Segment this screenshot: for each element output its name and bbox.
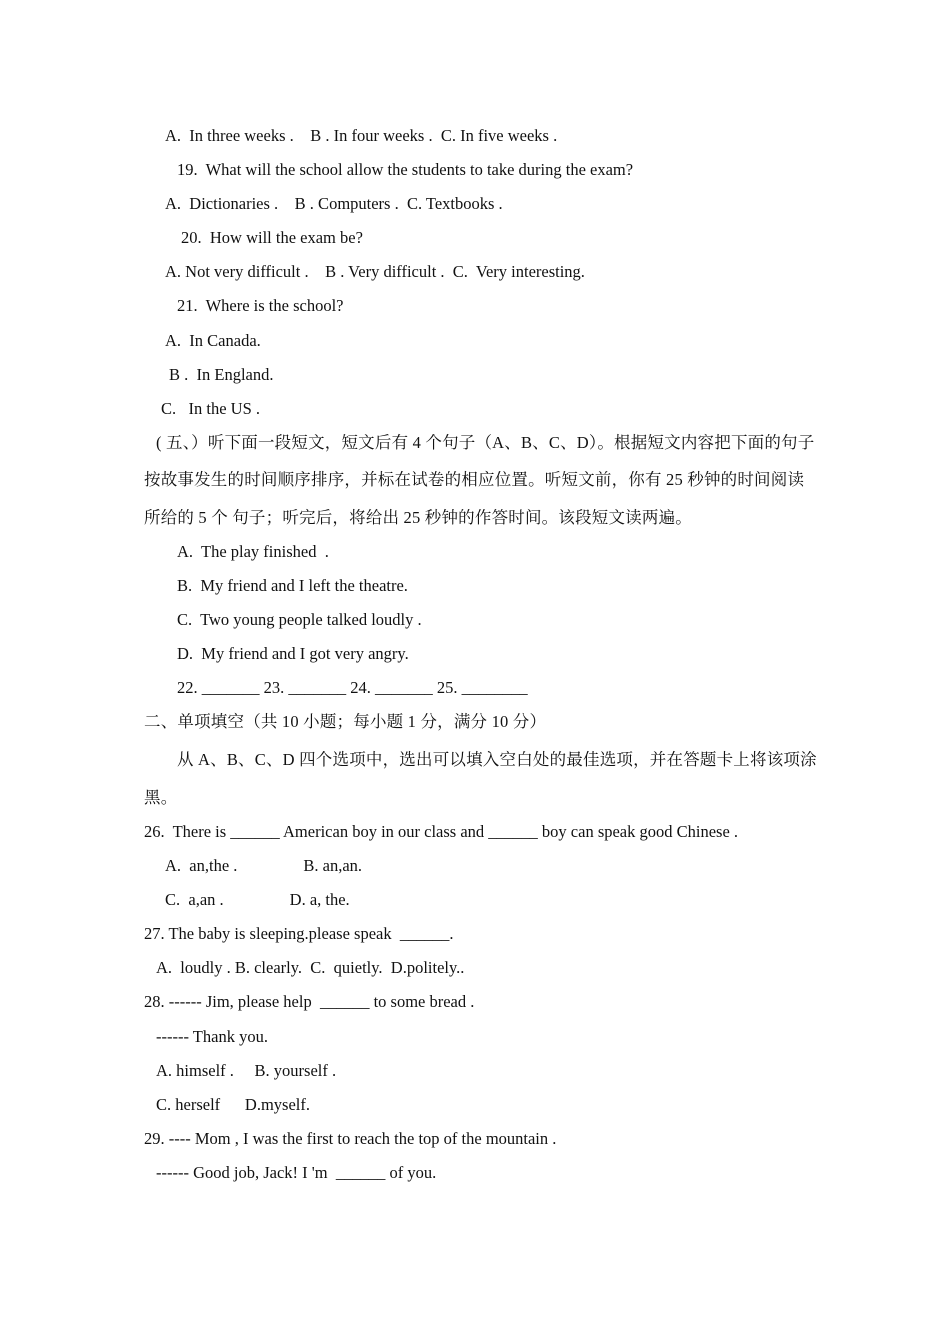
section2-instruction-line1: 从 A、B、C、D 四个选项中，选出可以填入空白处的最佳选项，并在答题卡上将该项涂 <box>177 750 817 769</box>
q19-question: 19. What will the school allow the students to take during the exam? <box>177 160 634 179</box>
q27-options: A. loudly . B. clearly. C. quietly. D.politely.. <box>156 958 465 977</box>
q27-question: 27. The baby is sleeping.please speak ______. <box>144 924 454 943</box>
section5-instruction-line3: 所给的 5 个 句子；听完后，将给出 25 秒钟的作答时间。该段短文读两遍。 <box>144 508 692 527</box>
q20-options: A. Not very difficult . B . Very difficult . C. Very interesting. <box>165 262 585 281</box>
q20-question: 20. How will the exam be? <box>181 228 363 247</box>
section2-heading: 二、单项填空（共 10 小题；每小题 1 分，满分 10 分） <box>144 712 547 731</box>
section2-instruction-line2: 黑。 <box>144 788 178 807</box>
q21-question: 21. Where is the school? <box>177 296 344 315</box>
answer-blanks-22-25: 22. _______ 23. _______ 24. _______ 25. ________ <box>177 678 528 697</box>
q21-option-c: C. In the US . <box>161 399 260 418</box>
section5-instruction-line1: ( 五、）听下面一段短文，短文后有 4 个句子（A、B、C、D）。根据短文内容把下面的句子 <box>156 433 815 452</box>
sentence-a: A. The play finished . <box>177 542 329 561</box>
sentence-c: C. Two young people talked loudly . <box>177 610 422 629</box>
q28-question: 28. ------ Jim, please help ______ to some bread . <box>144 992 475 1011</box>
q26-question: 26. There is ______ American boy in our class and ______ boy can speak good Chinese . <box>144 822 739 841</box>
q29-reply: ------ Good job, Jack! I 'm ______ of you. <box>156 1163 437 1182</box>
q18-options: A. In three weeks . B . In four weeks . C. In five weeks . <box>165 126 558 145</box>
q26-options-cd: C. a,an . D. a, the. <box>165 890 350 909</box>
q28-options-ab: A. himself . B. yourself . <box>156 1061 337 1080</box>
q28-reply: ------ Thank you. <box>156 1027 268 1046</box>
sentence-b: B. My friend and I left the theatre. <box>177 576 408 595</box>
section5-instruction-line2: 按故事发生的时间顺序排序，并标在试卷的相应位置。听短文前，你有 25 秒钟的时间阅读 <box>144 470 805 489</box>
q21-option-a: A. In Canada. <box>165 331 261 350</box>
q28-options-cd: C. herself D.myself. <box>156 1095 310 1114</box>
q19-options: A. Dictionaries . B . Computers . C. Textbooks . <box>165 194 503 213</box>
q21-option-b: B . In England. <box>169 365 274 384</box>
sentence-d: D. My friend and I got very angry. <box>177 644 409 663</box>
q29-question: 29. ---- Mom , I was the first to reach the top of the mountain . <box>144 1129 557 1148</box>
q26-options-ab: A. an,the . B. an,an. <box>165 856 363 875</box>
